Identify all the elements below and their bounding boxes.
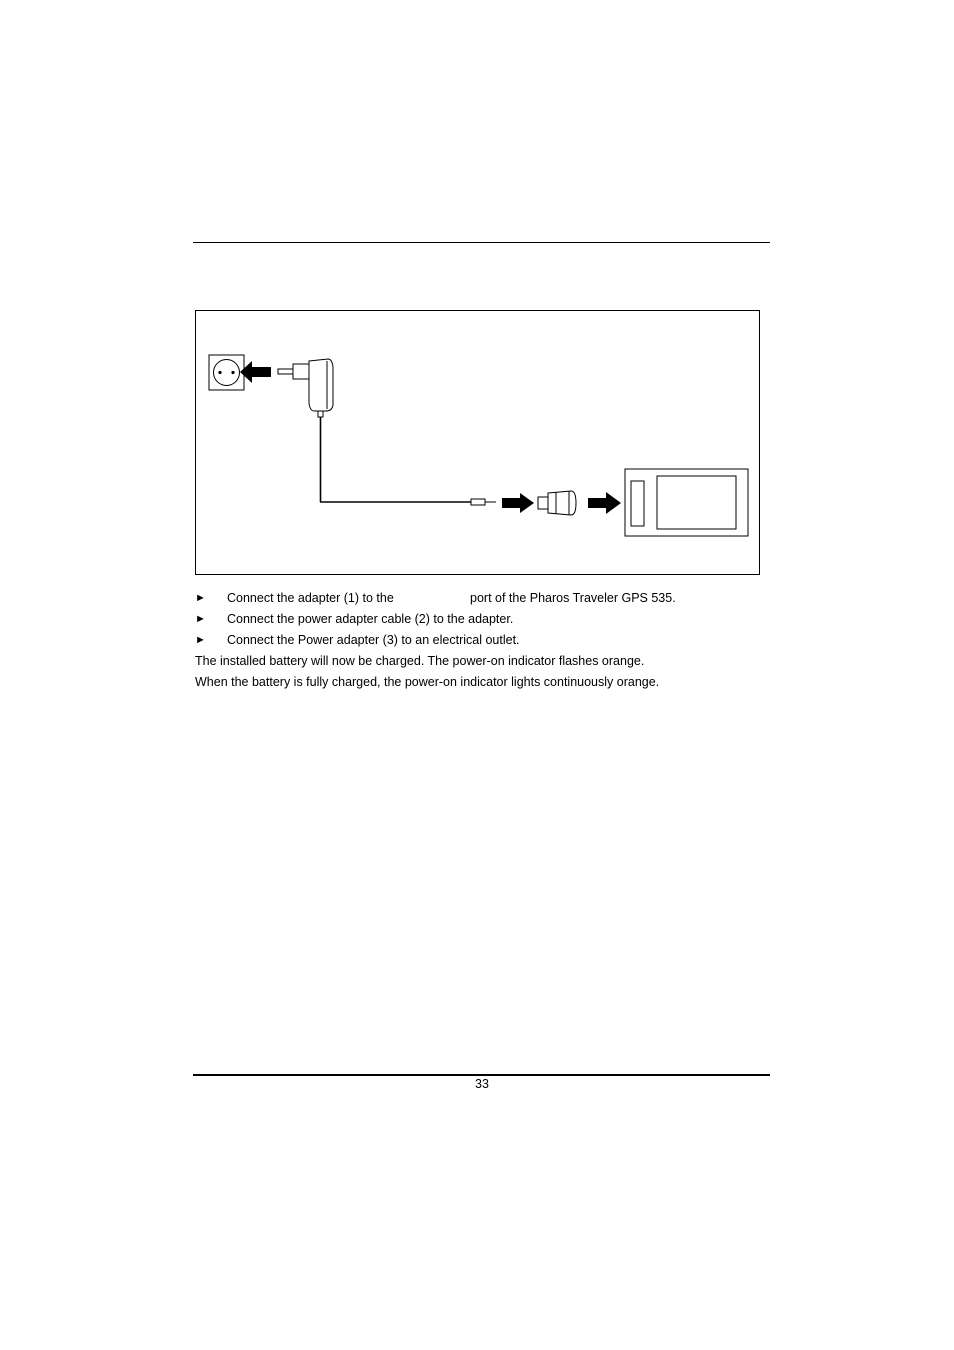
bullet-icon: ► — [195, 592, 206, 604]
arrow-left-icon — [240, 361, 271, 383]
power-adapter-icon — [278, 359, 333, 417]
arrow-right-icon — [502, 493, 534, 513]
arrow-right-icon-2 — [588, 492, 621, 514]
paragraph-fully-charged: When the battery is fully charged, the power-on indicator lights continuously orange. — [195, 675, 660, 689]
connector-adapter-icon — [538, 491, 576, 515]
connection-diagram — [195, 310, 760, 575]
gps-device-icon — [625, 469, 748, 536]
page-number: 33 — [475, 1077, 489, 1091]
step-text: Connect the power adapter cable (2) to the adapter. — [227, 612, 514, 626]
power-cable — [320, 417, 496, 505]
bullet-icon: ► — [195, 613, 206, 625]
paragraph-charging: The installed battery will now be charged. The power-on indicator flashes orange. — [195, 654, 645, 668]
step-text-continued: port of the Pharos Traveler GPS 535. — [470, 591, 676, 605]
wall-outlet-icon — [209, 355, 244, 390]
header-rule — [193, 242, 770, 243]
step-text: Connect the adapter (1) to the — [227, 591, 394, 605]
bullet-icon: ► — [195, 634, 206, 646]
step-text: Connect the Power adapter (3) to an electrical outlet. — [227, 633, 520, 647]
